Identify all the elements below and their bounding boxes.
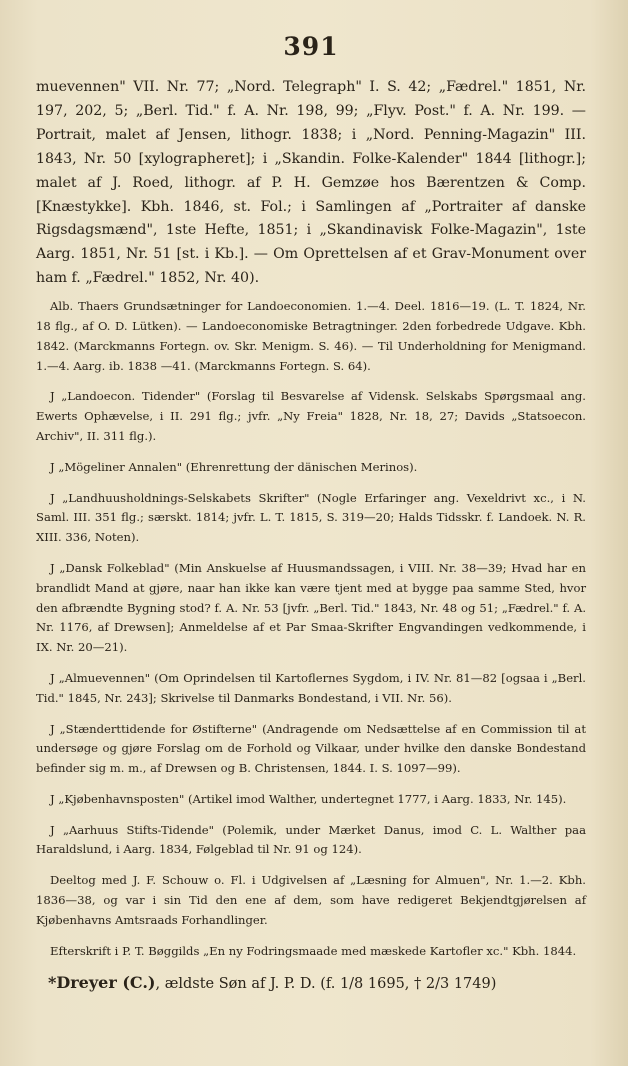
entry-kjoebenhavnsposten: J „Kjøbenhavnsposten" (Artikel imod Walther, undertegnet 1777, i Aarg. 1833, Nr. 145). (50, 791, 567, 806)
page-number: 391 (283, 32, 339, 61)
entry-landoecon-tidender: J „Landoecon. Tidender" (Forslag til Besvarelse af Vidensk. Selskabs Spørgsmaal ang. Ewerts Ophævelse, i II. 291 flg.; jvfr. „Ny Freia" 1828, Nr. 18, 27; Davids „Statsoecon. Archiv", II. 311 flg.). (36, 389, 586, 443)
entry-moegeliner-annalen: J „Mögeliner Annalen" (Ehrenrettung der dänischen Merinos). (50, 459, 418, 474)
entry-dansk-folkeblad: J „Dansk Folkeblad" (Min Anskuelse af Huusmandssagen, i VIII. Nr. 38—39; Hvad har en brandlidt Mand at gjøre, naar han ikke kan være tjent med at bygge paa samme Sted, hvor den afbrændte Bygning stod? f. A. Nr. 53 [jvfr. „Berl. Tid." 1843, Nr. 48 og 51; „Fædrel." f. A. Nr. 1176, af Drewsen]; Anmeldelse af et Par Smaa-Skrifter Engvandingen vedkommende, i IX. Nr. 20—21). (36, 560, 586, 655)
person-description: , ældste Søn af J. P. D. (f. 1/8 1695, † 2/3 1749) (155, 976, 497, 993)
entry-aarhuus-stifts-tidende: J „Aarhuus Stifts-Tidende" (Polemik, under Mærket Danus, imod C. L. Walther paa Haraldslund, i Aarg. 1834, Følgeblad til Nr. 91 og 124). (36, 822, 586, 857)
lead-paragraph: muevennen" VII. Nr. 77; „Nord. Telegraph" I. S. 42; „Fædrel." 1851, Nr. 197, 202, 5; „Berl. Tid." f. A. Nr. 198, 99; „Flyv. Post." f. A. Nr. 199. — Portrait, malet af Jensen, lithogr. 1838; i „Nord. Penning-Magazin" III. 1843, Nr. 50 [xylographeret]; i „Skandin. Folke-Kalender" 1844 [lithogr.]; malet af J. Roed, lithogr. af P. H. Gemzøe hos Bærentzen & Comp. [Knæstykke]. Kbh. 1846, st. Fol.; i Samlingen af „Portraiter af danske Rigsdagsmænd", 1ste Hefte, 1851; i „Skandinavisk Folke-Magazin", 1ste Aarg. 1851, Nr. 51 [st. i Kb.]. — Om Oprettelsen af et Grav-Monument over ham f. „Fædrel." 1852, Nr. 40). (36, 79, 586, 287)
entry-staenderttidende: J „Stænderttidende for Østifterne" (Andragende om Nedsættelse af en Commission til at undersøge og gjøre Forslag om de Forhold og Vilkaar, under hvilke den danske Bondestand befinder sig m. m., af Drewsen og B. Christensen, 1844. I. S. 1097—99). (36, 721, 586, 776)
entry-laesning-for-almuen: Deeltog med J. F. Schouw o. Fl. i Udgivelsen af „Læsning for Almuen", Nr. 1.—2. Kbh. 1836—38, og var i sin Tid den ene af dem, som have redigeret Bekjendtgjørelsen af Kjøbenhavns Amtsraads Forhandlinger. (36, 873, 586, 927)
entry-efterskrift: Efterskrift i P. T. Bøggilds „En ny Fodringsmaade med mæskede Kartofler xc." Kbh. 1844. (50, 943, 577, 958)
next-entry-heading (36, 972, 586, 995)
entry-almuevennen: J „Almuevennen" (Om Oprindelsen til Kartoflernes Sygdom, i IV. Nr. 81—82 [ogsaa i „Berl. Tid." 1845, Nr. 243]; Skrivelse til Danmarks Bondestand, i VII. Nr. 56). (36, 670, 586, 705)
entry-thaer: Alb. Thaers Grundsætninger for Landoeconomien. 1.—4. Deel. 1816—19. (L. T. 1824, Nr. 18 flg., af O. D. Lütken). — Landoeconomiske Betragtninger. 2den forbedrede Udgave. Kbh. 1842. (Marckmanns Fortegn. ov. Skr. Menigm. S. 46). — Til Underholdning for Menigmand. 1.—4. Aarg. ib. 1838 —41. (Marckmanns Fortegn. S. 64). (36, 299, 586, 373)
entry-landhuusholdnings-selskabets: J „Landhuusholdnings-Selskabets Skrifter" (Nogle Erfaringer ang. Vexeldrivt xc., i N. Saml. III. 351 flg.; særskt. 1814; jvfr. L. T. 1815, S. 319—20; Halds Tidsskr. f. Landoek. N. R. XIII. 336, Noten). (36, 490, 586, 545)
person-name: *Dreyer (C.) (48, 973, 156, 993)
